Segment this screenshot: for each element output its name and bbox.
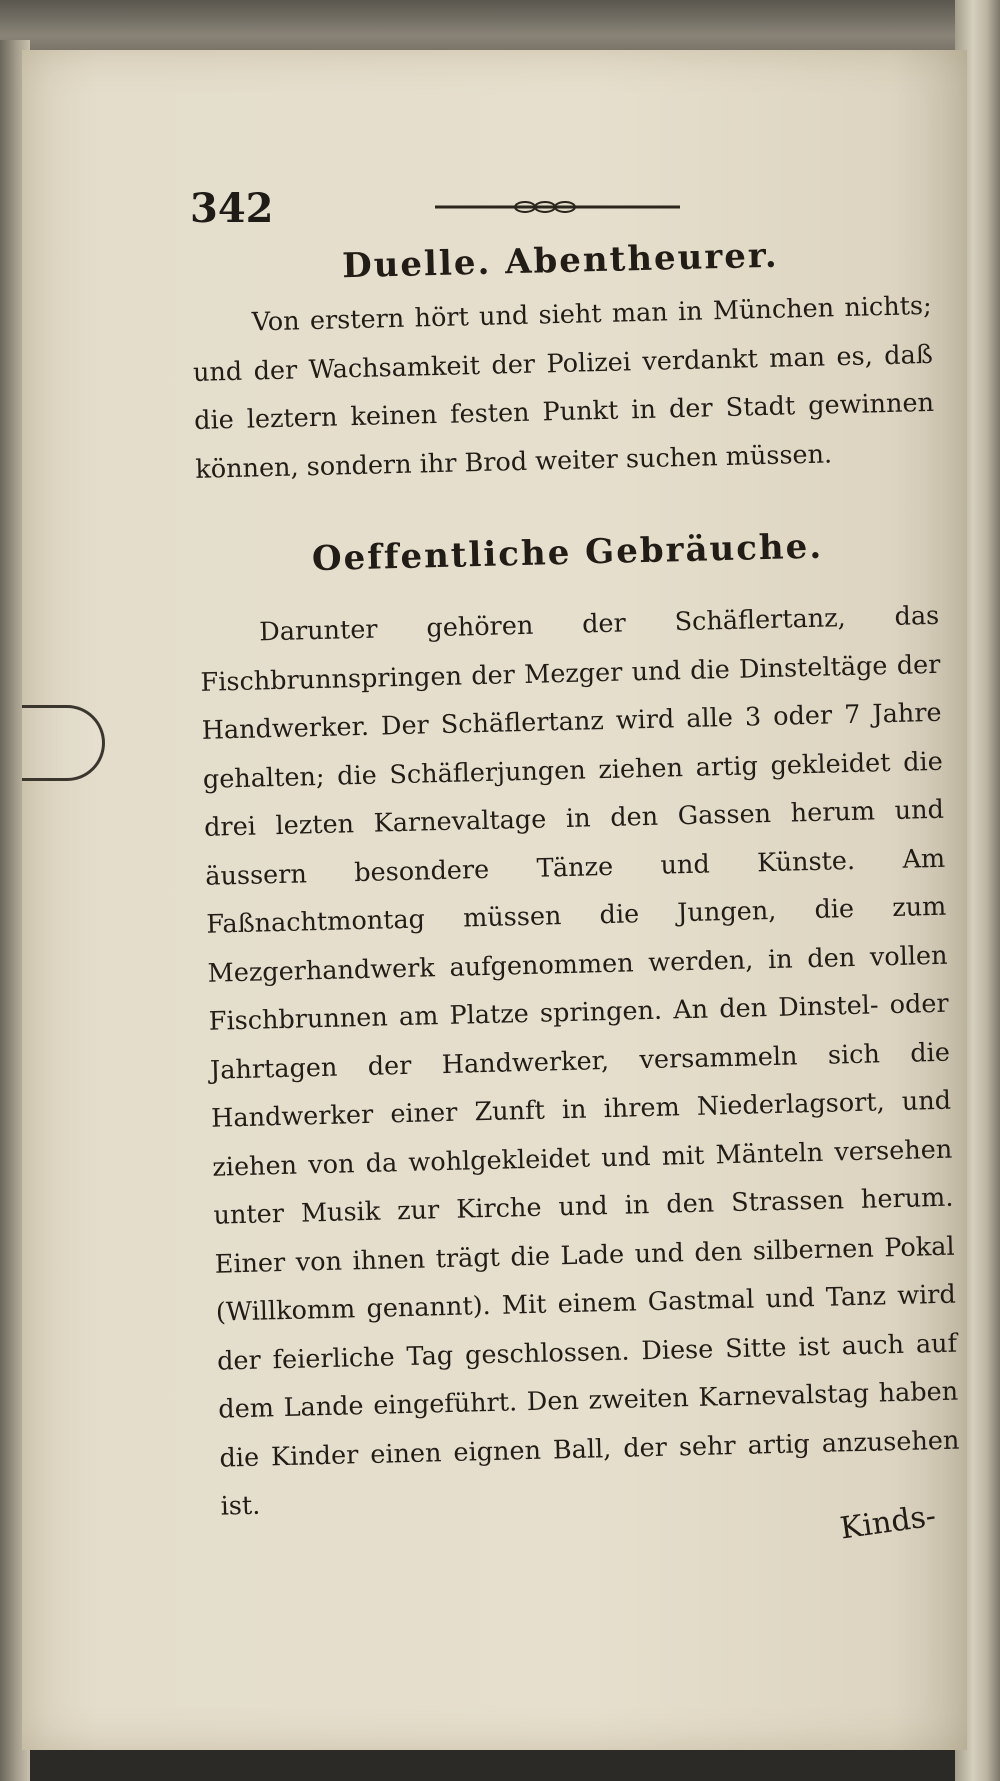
catchword: Kinds-: [838, 1498, 939, 1547]
page-clip: [22, 705, 105, 781]
ornament-rule: [435, 200, 680, 214]
section-heading: Oeffentliche Gebräuche.: [311, 526, 824, 580]
page-number: 342: [190, 185, 274, 232]
page-header: [190, 185, 690, 245]
page-text: [190, 232, 961, 1531]
section-paragraph: Darunter gehören der Schäflertanz, das Fischbrunnspringen der Mezger und die Dinsteltäge der Handwerker. Der Schäflertanz wird alle 3 oder 7 Jahre gehalten; die Schäflerjungen ziehen artig gekleidet die drei lezten Karnevaltage in den Gassen herum und äussern besondere Tänze und Künste. Am Faßnachtmontag müssen die Jungen, die zum Mezgerhandwerk aufgenommen werden, in den vollen Fischbrunnen am Platze springen. An den Dinstel- oder Jahrtagen der Handwerker, versammeln sich die Handwerker einer Zunft in ihrem Niederlagsort, und ziehen von da wohlgekleidet und mit Mänteln versehen unter Musik zur Kirche und in den Strassen herum. Einer von ihnen trägt die Lade und den silbernen Pokal (Willkomm genannt). Mit einem Gastmal und Tanz wird der feierliche Tag geschlossen. Diese Sitte ist auch auf dem Lande eingeführt. Den zweiten Karnevalstag haben die Kinder einen eignen Ball, der sehr artig anzusehen ist.: [200, 600, 960, 1522]
section-heading: Duelle. Abentheurer.: [341, 235, 780, 287]
section-paragraph: Von erstern hört und sieht man in München nichts; und der Wachsamkeit der Polizei verdankt man es, daß die leztern keinen festen Punkt in der Stadt gewinnen können, sondern ihr Brod weiter suchen müssen.: [192, 290, 935, 485]
